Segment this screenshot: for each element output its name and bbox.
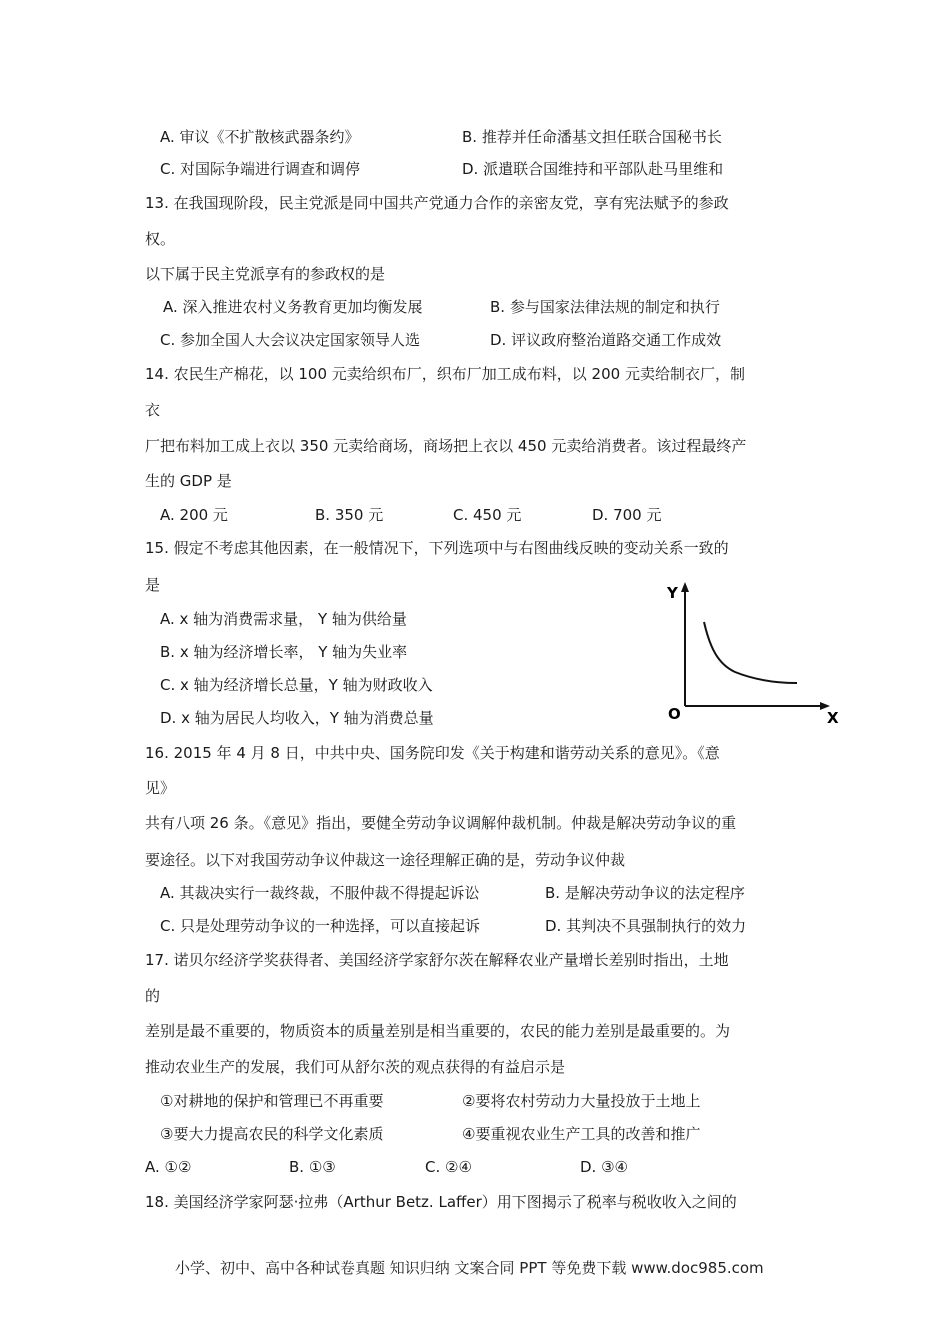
q12-option-d: D. 派遣联合国维持和平部队赴马里维和 (462, 160, 724, 178)
q16-option-a: A. 其裁决实行一裁终裁，不服仲裁不得提起诉讼 (160, 884, 480, 902)
q15-option-d: D. x 轴为居民人均收入，Y 轴为消费总量 (160, 709, 434, 727)
q17-option-a: A. ①② (145, 1158, 192, 1176)
y-axis-label: Y (667, 584, 678, 602)
q17-option-d: D. ③④ (580, 1158, 628, 1176)
curve (704, 622, 797, 683)
q13-stem-line-1: 13. 在我国现阶段，民主党派是同中国共产党通力合作的亲密友党，享有宪法赋予的参政 (145, 194, 729, 212)
q17-stem-line-4: 推动农业生产的发展，我们可从舒尔茨的观点获得的有益启示是 (145, 1058, 566, 1076)
q13-option-c: C. 参加全国人大会议决定国家领导人选 (160, 331, 421, 349)
q13-stem-line-3: 以下属于民主党派享有的参政权的是 (145, 265, 386, 283)
q17-option-c: C. ②④ (425, 1158, 472, 1176)
q16-stem-line-1: 16. 2015 年 4 月 8 日，中共中央、国务院印发《关于构建和谐劳动关系的意见》。《意 (145, 744, 720, 762)
q12-option-a: A. 审议《不扩散核武器条约》 (160, 128, 360, 146)
q17-item-3: ③要大力提高农民的科学文化素质 (160, 1125, 384, 1143)
q16-stem-line-3: 共有八项 26 条。《意见》指出，要健全劳动争议调解仲裁机制。仲裁是解决劳动争议的重 (145, 814, 737, 832)
q15-option-a: A. x 轴为消费需求量， Y 轴为供给量 (160, 610, 407, 628)
q14-option-d: D. 700 元 (592, 506, 662, 524)
q17-stem-line-2: 的 (145, 987, 161, 1005)
q16-stem-line-2: 见》 (145, 779, 176, 797)
q14-stem-line-2: 衣 (145, 401, 161, 419)
q14-stem-line-3: 厂把布料加工成上衣以 350 元卖给商场，商场把上衣以 450 元卖给消费者。该过程最终产 (145, 437, 747, 455)
q16-stem-line-4: 要途径。以下对我国劳动争议仲裁这一途径理解正确的是，劳动争议仲裁 (145, 851, 626, 869)
q12-option-c: C. 对国际争端进行调查和调停 (160, 160, 361, 178)
q17-stem-line-1: 17. 诺贝尔经济学奖获得者、美国经济学家舒尔茨在解释农业产量增长差别时指出，土地 (145, 951, 729, 969)
q15-curve-graph (660, 578, 850, 728)
q14-stem-line-4: 生的 GDP 是 (145, 472, 232, 490)
q14-option-b: B. 350 元 (315, 506, 384, 524)
q15-option-c: C. x 轴为经济增长总量，Y 轴为财政收入 (160, 676, 433, 694)
q17-stem-line-3: 差别是最不重要的，物质资本的质量差别是相当重要的，农民的能力差别是最重要的。为 (145, 1022, 731, 1040)
q15-stem-line-1: 15. 假定不考虑其他因素，在一般情况下，下列选项中与右图曲线反映的变动关系一致的 (145, 539, 729, 557)
q15-option-b: B. x 轴为经济增长率， Y 轴为失业率 (160, 643, 408, 661)
q16-option-b: B. 是解决劳动争议的法定程序 (545, 884, 745, 902)
q15-stem-line-2: 是 (145, 576, 161, 594)
q14-option-c: C. 450 元 (453, 506, 522, 524)
q12-option-b: B. 推荐并任命潘基文担任联合国秘书长 (462, 128, 722, 146)
q17-item-1: ①对耕地的保护和管理已不再重要 (160, 1092, 384, 1110)
page-footer: 小学、初中、高中各种试卷真题 知识归纳 文案合同 PPT 等免费下载 www.doc985.com (175, 1259, 764, 1277)
q17-item-4: ④要重视农业生产工具的改善和推广 (462, 1125, 701, 1143)
q16-option-d: D. 其判决不具强制执行的效力 (545, 917, 747, 935)
q17-item-2: ②要将农村劳动力大量投放于土地上 (462, 1092, 701, 1110)
q17-option-b: B. ①③ (289, 1158, 336, 1176)
y-axis-arrow-icon (681, 582, 689, 592)
q13-option-d: D. 评议政府整治道路交通工作成效 (490, 331, 722, 349)
q14-option-a: A. 200 元 (160, 506, 228, 524)
x-axis-label: X (827, 709, 839, 727)
q13-option-a: A. 深入推进农村义务教育更加均衡发展 (163, 298, 423, 316)
q13-stem-line-2: 权。 (145, 230, 176, 248)
origin-label: O (668, 705, 681, 723)
q14-stem-line-1: 14. 农民生产棉花，以 100 元卖给织布厂，织布厂加工成布料，以 200 元卖给制衣厂，制 (145, 365, 745, 383)
q18-stem-line-1: 18. 美国经济学家阿瑟·拉弗（Arthur Betz. Laffer）用下图揭示了税率与税收收入之间的 (145, 1193, 737, 1211)
q16-option-c: C. 只是处理劳动争议的一种选择，可以直接起诉 (160, 917, 481, 935)
q13-option-b: B. 参与国家法律法规的制定和执行 (490, 298, 720, 316)
